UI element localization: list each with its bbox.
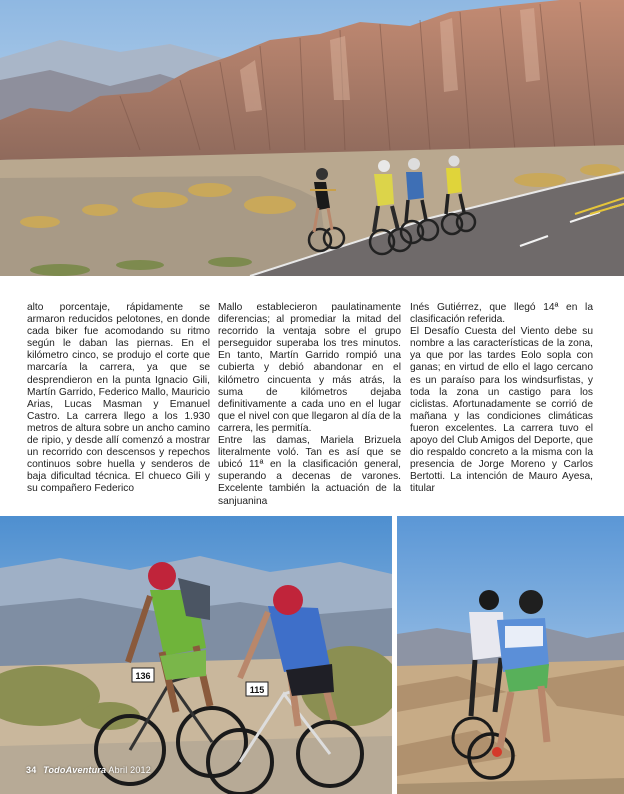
top-photo	[0, 0, 624, 276]
paragraph: El Desafío Cuesta del Viento debe su nombre a las características de la zona, ya que por las tardes Eolo sopla con ganas; en virtud de ello el lago cercano es un paraíso para los windsurfistas, y toda la zona un castigo para los ciclistas. Afortunadamente se corrió de mañana y las condiciones climáticas fueron excelentes. La carrera tuvo el apoyo del Club Amigos del Deporte, que dio respaldo concreto a la misma con la presencia de Jorge Moreno y Carlos Bertotti. La intención de Mauro Ayesa, titular	[410, 326, 593, 495]
top-photo-illustration	[0, 0, 624, 276]
article-column-2	[218, 302, 401, 508]
magazine-name: TodoAventura	[43, 765, 107, 775]
article-column-3	[410, 302, 593, 496]
page-number: 34	[26, 765, 37, 775]
issue-date: Abril 2012	[108, 765, 151, 775]
bottom-right-photo	[397, 516, 624, 794]
page-footer	[26, 765, 151, 775]
bottom-left-photo	[0, 516, 392, 794]
race-number-label: 115	[249, 685, 265, 695]
paragraph: alto porcentaje, rápidamente se armaron reducidos pelotones, en donde cada biker fue acomodando su ritmo según le daban las piernas. En el kilómetro cinco, se produjo el corte que marcaría la carrera, ya que se desprendieron en la punta Ignacio Gili, Martín Garrido, Federico Mallo, Mauricio Arias, Lucas Masman y Emanuel Castro. La carrera llego a los 1.930 metros de altura sobre un ancho camino de ripio, y desde allí comenzó a mostrar un recorrido con descensos y repechos continuos sobre huella y senderos de baja dificultad técnica. El chueco Gili y su compañero Federico	[27, 302, 210, 495]
bottom-left-photo-illustration	[0, 516, 392, 794]
bottom-right-photo-illustration	[397, 516, 624, 794]
paragraph: Entre las damas, Mariela Brizuela literalmente voló. Tan es así que se ubicó 11ª en la clasificación general, superando a decenas de varones. Excelente también la actuación de la sanjuanina	[218, 435, 401, 507]
article-column-1	[27, 302, 210, 496]
race-number-label: 136	[135, 671, 151, 681]
paragraph: Inés Gutiérrez, que llegó 14ª en la clasificación referida.	[410, 302, 593, 326]
paragraph: Mallo establecieron paulatinamente diferencias; al promediar la mitad del recorrido la ventaja sobre el grupo perseguidor superaba los tres minutos. En tanto, Martín Garrido rompió una cubierta y debió abandonar en el kilómetro cincuenta y más atrás, la suma de kilómetros dejaba definitivamente a cada uno en el lugar que el nivel con que llegaron al día de la carrera, les permitía.	[218, 302, 401, 434]
